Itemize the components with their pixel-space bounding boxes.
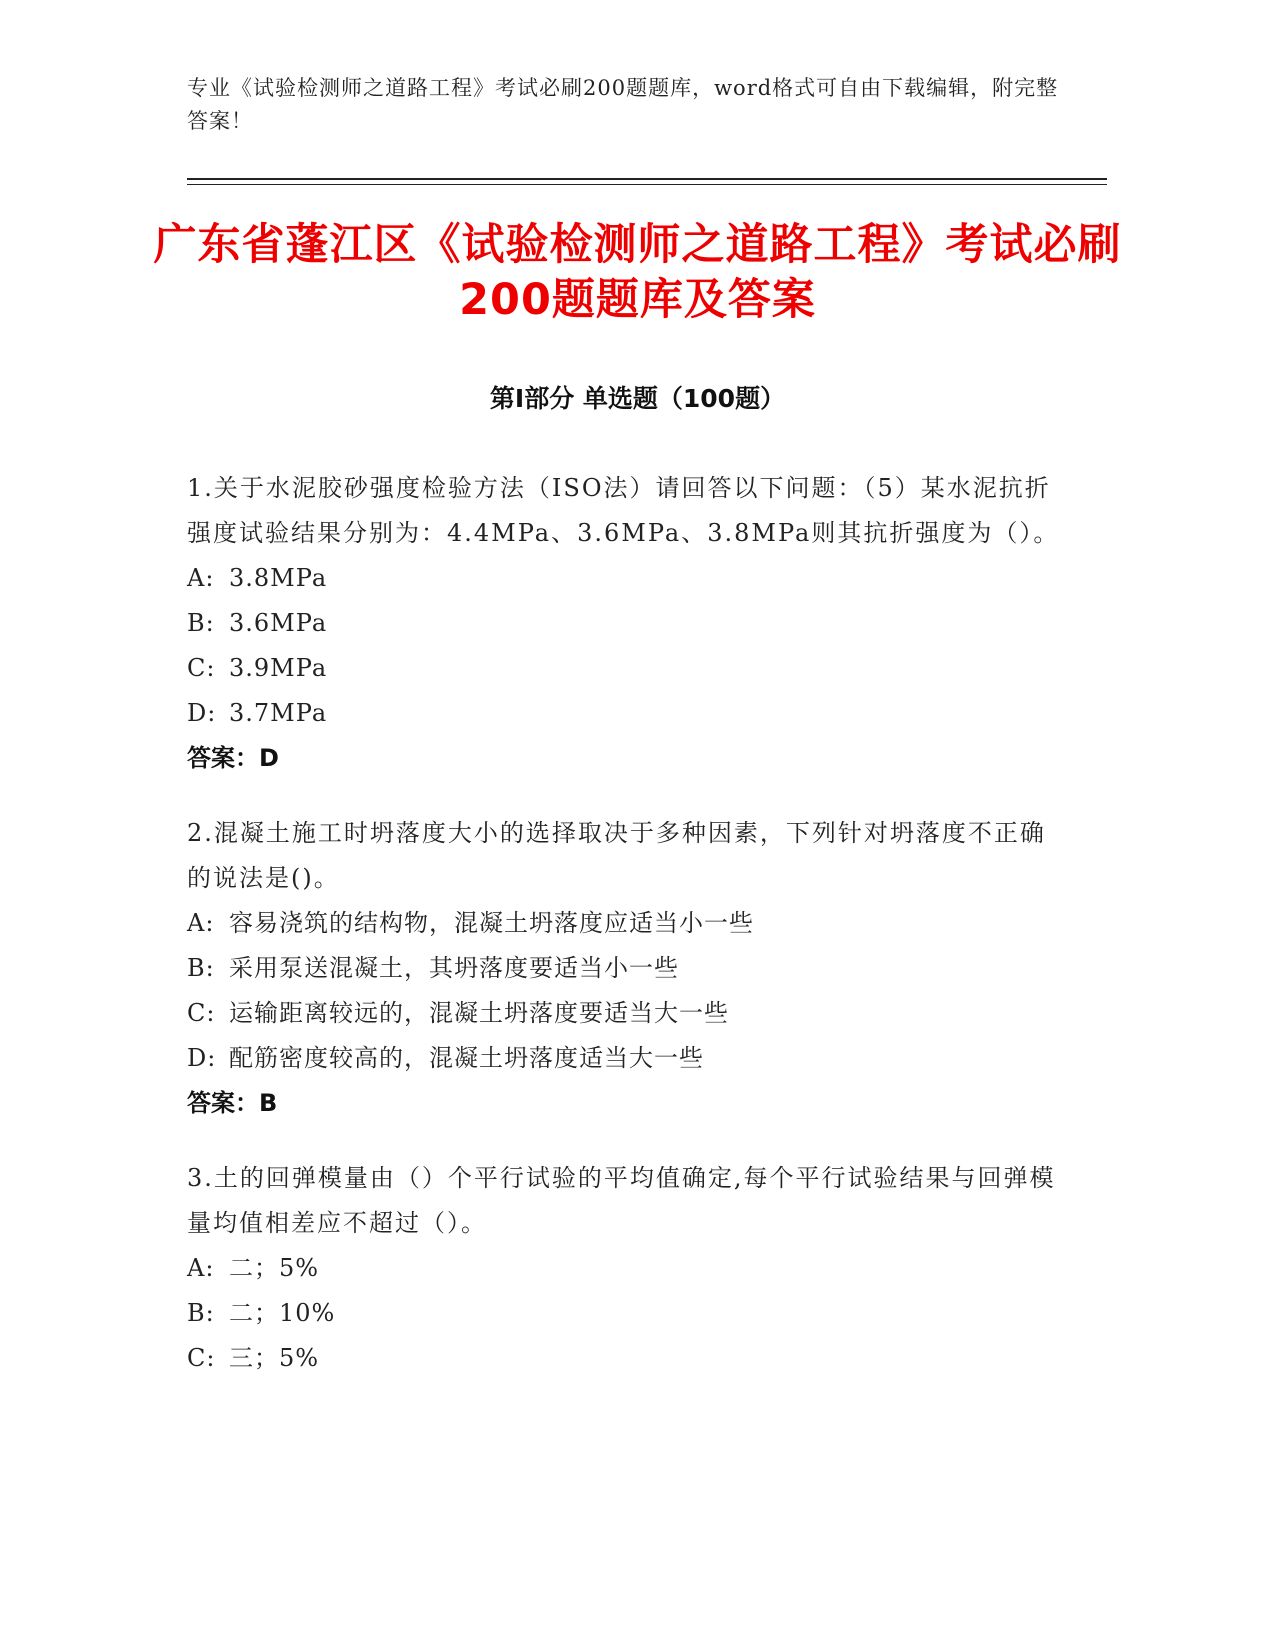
option-text: 二；10% — [229, 1299, 336, 1327]
option-b — [187, 601, 1067, 646]
option-text: 3.8MPa — [229, 564, 328, 592]
question-stem: 2.混凝土施工时坍落度大小的选择取决于多种因素，下列针对坍落度不正确的说法是()。 — [187, 819, 1046, 892]
option-text: 三；5% — [229, 1344, 320, 1372]
option-b — [187, 1291, 1067, 1336]
option-letter: C: — [187, 654, 216, 682]
option-letter: B: — [187, 609, 215, 637]
option-c — [187, 1336, 1067, 1381]
option-c — [187, 991, 1067, 1036]
option-text: 3.7MPa — [229, 699, 328, 727]
option-c — [187, 646, 1067, 691]
option-b — [187, 946, 1067, 991]
option-text: 运输距离较远的，混凝土坍落度要适当大一些 — [229, 999, 729, 1027]
option-a — [187, 1246, 1067, 1291]
question-stem: 3.土的回弹模量由（）个平行试验的平均值确定,每个平行试验结果与回弹模量均值相差应不超过（）。 — [187, 1164, 1056, 1237]
option-letter: B: — [187, 954, 215, 982]
option-text: 二；5% — [229, 1254, 320, 1282]
option-text: 容易浇筑的结构物，混凝土坍落度应适当小一些 — [229, 909, 754, 937]
option-letter: B: — [187, 1299, 215, 1327]
option-letter: A: — [187, 909, 215, 937]
answer-label: 答案：D — [187, 744, 279, 772]
option-d — [187, 691, 1067, 736]
option-letter: A: — [187, 564, 215, 592]
document-title: 广东省蓬江区《试验检测师之道路工程》考试必刷200题题库及答案 — [153, 220, 1122, 325]
option-text: 3.6MPa — [229, 609, 328, 637]
question-2 — [187, 811, 1067, 1126]
question-1 — [187, 466, 1067, 781]
option-letter: A: — [187, 1254, 215, 1282]
section-title: 第Ⅰ部分 单选题（100题） — [489, 384, 786, 413]
option-letter: C: — [187, 1344, 216, 1372]
option-letter: D: — [187, 1044, 217, 1072]
option-a — [187, 901, 1067, 946]
option-text: 3.9MPa — [229, 654, 328, 682]
question-3 — [187, 1156, 1067, 1381]
question-stem: 1.关于水泥胶砂强度检验方法（ISO法）请回答以下问题：（5）某水泥抗折强度试验结果分别为：4.4MPa、3.6MPa、3.8MPa则其抗折强度为（）。 — [187, 474, 1060, 547]
answer-label: 答案：B — [187, 1089, 278, 1117]
option-text: 配筋密度较高的，混凝土坍落度适当大一些 — [229, 1044, 704, 1072]
header-note: 专业《试验检测师之道路工程》考试必刷200题题库，word格式可自由下载编辑，附完整答案！ — [187, 76, 1059, 133]
option-a — [187, 556, 1067, 601]
header-divider — [187, 178, 1107, 180]
option-letter: D: — [187, 699, 217, 727]
option-d — [187, 1036, 1067, 1081]
option-letter: C: — [187, 999, 216, 1027]
option-text: 采用泵送混凝土，其坍落度要适当小一些 — [229, 954, 679, 982]
header-divider-thin — [187, 184, 1107, 185]
question-list — [187, 466, 1067, 1411]
